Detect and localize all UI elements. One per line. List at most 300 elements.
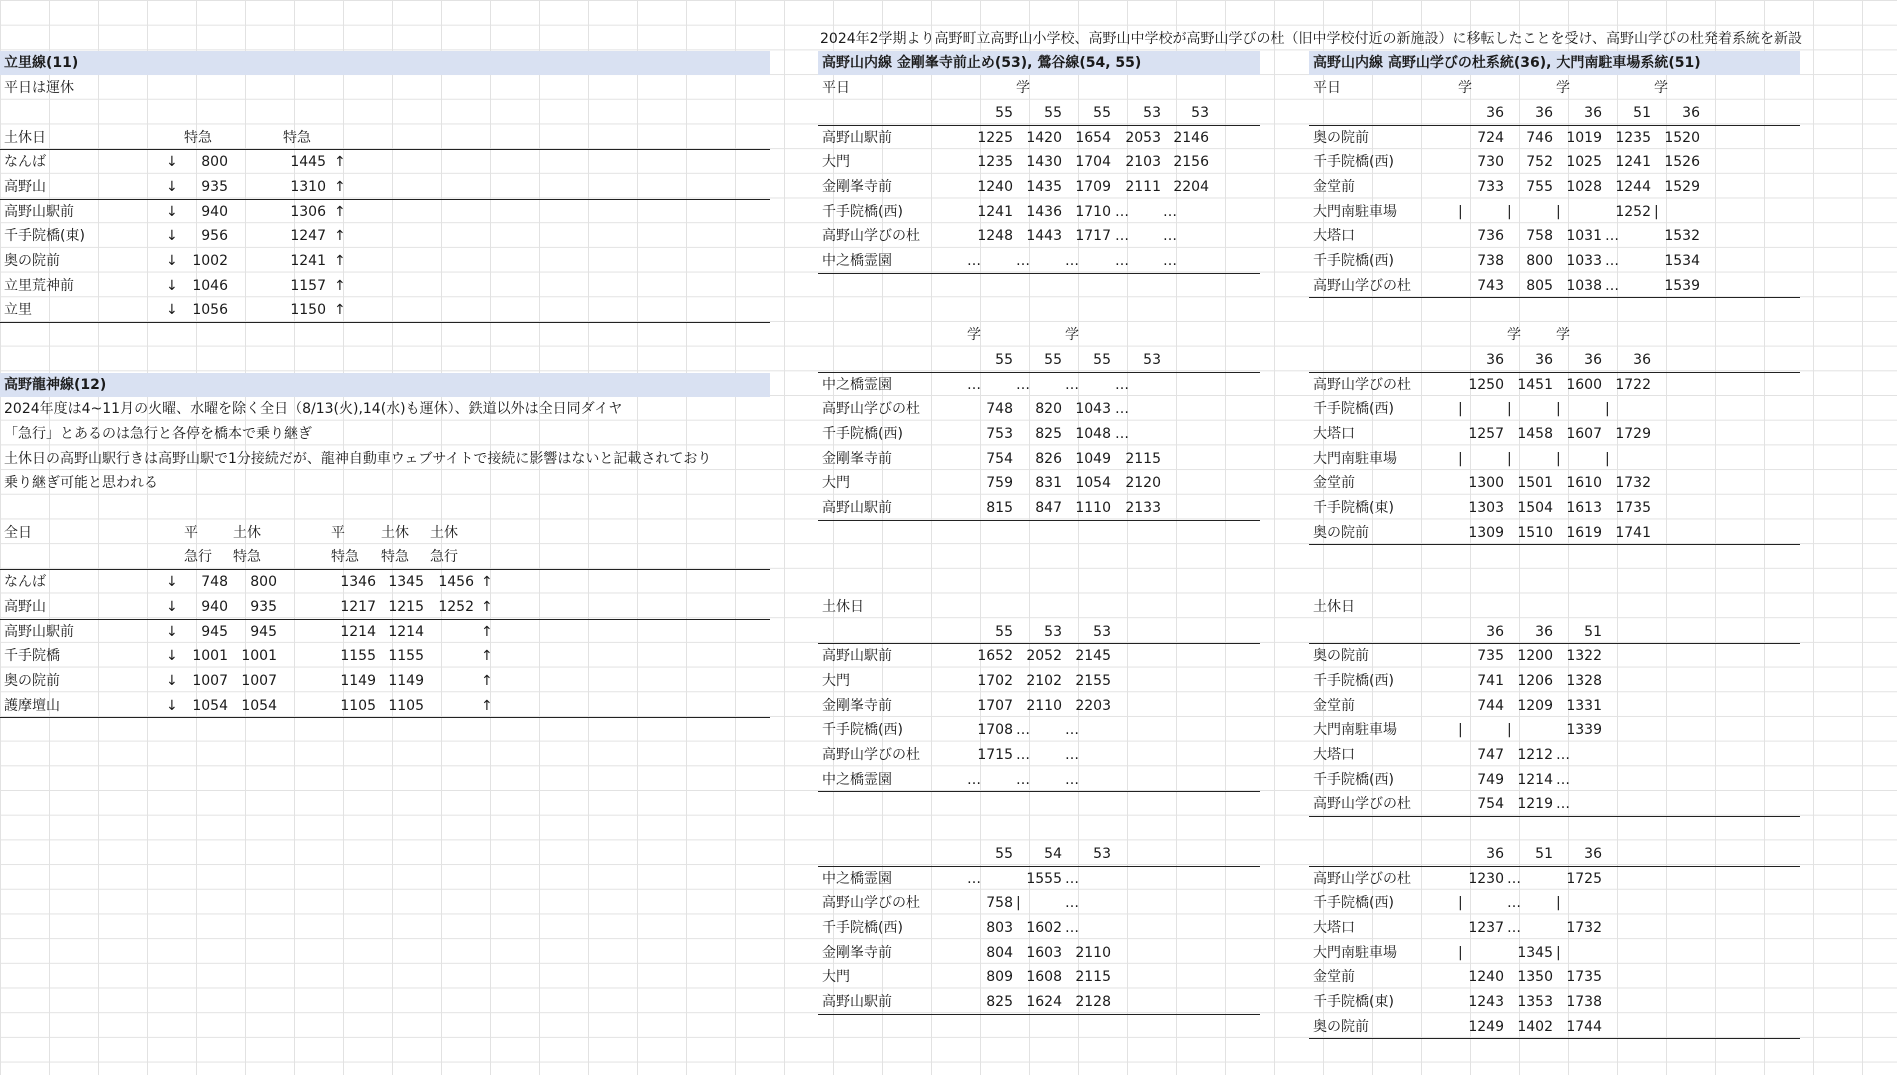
time-cell: 1610 — [1566, 475, 1602, 492]
stop-name: 千手院橋(西) — [1313, 154, 1394, 171]
stop-name: 金堂前 — [1313, 969, 1355, 986]
time-cell: 1534 — [1664, 253, 1700, 269]
time-cell: 2156 — [1173, 154, 1209, 171]
route-number: 51 — [1633, 104, 1651, 121]
time-cell: | — [1556, 944, 1561, 961]
time-cell: 1243 — [1468, 994, 1504, 1010]
column-header: 平 — [331, 524, 345, 541]
time-cell: 1048 — [1075, 425, 1111, 442]
rule-line — [1309, 544, 1800, 545]
time-cell: 754 — [1477, 796, 1504, 813]
stop-name: なんば — [4, 154, 46, 171]
down-arrow: ↓ — [166, 648, 178, 665]
column-header: 土休 — [233, 524, 261, 541]
time-cell: 800 — [1526, 253, 1553, 269]
time-cell: | — [1458, 722, 1463, 739]
time-cell: 1451 — [1517, 376, 1553, 393]
time-cell: 825 — [1035, 425, 1062, 442]
time-cell: 1206 — [1517, 672, 1553, 689]
time-cell: 2052 — [1026, 648, 1062, 665]
stop-name: 大門 — [822, 672, 850, 689]
time-cell: 1732 — [1615, 475, 1651, 492]
time-cell: 804 — [986, 944, 1013, 961]
down-arrow: ↓ — [166, 154, 178, 171]
time-cell: 758 — [986, 895, 1013, 912]
stop-name: 千手院橋(東) — [4, 228, 85, 245]
time-cell: 741 — [1477, 672, 1504, 689]
stop-name: 大塔口 — [1313, 919, 1355, 936]
time-cell: 935 — [201, 178, 228, 195]
stop-name: 千手院橋(西) — [1313, 895, 1394, 912]
stop-name: 大塔口 — [1313, 425, 1355, 442]
stop-name: 高野山学びの杜 — [822, 401, 920, 418]
stop-name: 金堂前 — [1313, 697, 1355, 714]
route-number: 36 — [1486, 623, 1504, 640]
stop-name: 千手院橋(東) — [1313, 994, 1394, 1010]
route-number: 36 — [1584, 104, 1602, 121]
stop-name: 大門南駐車場 — [1313, 944, 1397, 961]
time-cell: | — [1654, 203, 1659, 220]
down-arrow: ↓ — [166, 672, 178, 689]
route-number: 51 — [1584, 623, 1602, 640]
time-cell: 2146 — [1173, 129, 1209, 146]
time-cell: 1331 — [1566, 697, 1602, 714]
route-number: 55 — [1044, 104, 1062, 121]
stop-name: 奥の院前 — [1313, 524, 1369, 541]
time-cell: 1715 — [977, 747, 1013, 763]
time-cell: 1257 — [1468, 425, 1504, 442]
rule-line — [818, 791, 1260, 792]
time-cell: 1105 — [340, 697, 376, 714]
time-cell: 800 — [201, 154, 228, 171]
time-cell: 2204 — [1173, 178, 1209, 195]
section-title-right: 高野山内線 高野山学びの杜系統(36), 大門南駐車場系統(51) — [1309, 51, 1800, 75]
time-cell: 2203 — [1075, 697, 1111, 714]
stop-name: 千手院橋(西) — [1313, 672, 1394, 689]
column-header: 急行 — [184, 549, 212, 566]
stop-name: 大門南駐車場 — [1313, 203, 1397, 220]
time-cell: … — [1065, 376, 1079, 393]
route-number: 36 — [1535, 351, 1553, 368]
time-cell — [424, 644, 474, 668]
time-cell: 956 — [201, 228, 228, 245]
time-cell: … — [1163, 203, 1177, 220]
time-cell: … — [1115, 376, 1129, 393]
time-cell: 1702 — [977, 672, 1013, 689]
time-cell: 1241 — [1615, 154, 1651, 171]
time-cell: 815 — [986, 500, 1013, 516]
time-cell: 738 — [1477, 253, 1504, 269]
rule-line — [818, 1014, 1260, 1015]
time-cell: 1458 — [1517, 425, 1553, 442]
rule-line — [0, 199, 770, 200]
route-number: 53 — [1093, 623, 1111, 640]
time-cell: 1001 — [192, 648, 228, 665]
time-cell: 805 — [1526, 277, 1553, 294]
rule-line — [1309, 816, 1800, 817]
school-mark: 学 — [1458, 80, 1472, 97]
time-cell: 1709 — [1075, 178, 1111, 195]
table-label: 土休日 — [822, 598, 864, 615]
rule-line — [0, 717, 770, 718]
ryujin-note: 乗り継ぎ可能と思われる — [4, 475, 158, 492]
time-cell: 2103 — [1125, 154, 1161, 171]
time-cell: … — [1065, 919, 1079, 936]
stop-name: 千手院橋(西) — [822, 919, 903, 936]
route-number: 36 — [1535, 104, 1553, 121]
time-cell: 945 — [201, 623, 228, 640]
stop-name: 奥の院前 — [1313, 1018, 1369, 1035]
section-title-ryujin: 高野龍神線(12) — [0, 373, 770, 397]
time-cell: 1624 — [1026, 994, 1062, 1010]
time-cell: | — [1016, 895, 1021, 912]
route-number: 55 — [1093, 351, 1111, 368]
column-header: 特急 — [381, 549, 409, 566]
time-cell: 1741 — [1615, 524, 1651, 541]
time-cell — [424, 669, 474, 693]
time-cell: | — [1605, 401, 1610, 418]
time-cell: 820 — [1035, 401, 1062, 418]
time-cell: 847 — [1035, 500, 1062, 516]
time-cell: … — [1065, 253, 1079, 269]
time-cell: 1110 — [1075, 500, 1111, 516]
time-cell: 1310 — [290, 178, 326, 195]
time-cell: 1244 — [1615, 178, 1651, 195]
stop-name: 大塔口 — [1313, 747, 1355, 763]
time-cell: 1214 — [1517, 771, 1553, 788]
time-cell: … — [1163, 228, 1177, 245]
time-cell: 2145 — [1075, 648, 1111, 665]
down-arrow: ↓ — [166, 203, 178, 220]
time-cell: 803 — [986, 919, 1013, 936]
time-cell: 1345 — [1517, 944, 1553, 961]
time-cell: 1046 — [192, 277, 228, 294]
time-cell: 1054 — [1075, 475, 1111, 492]
time-cell: 1710 — [1075, 203, 1111, 220]
down-arrow: ↓ — [166, 277, 178, 294]
time-cell: 1054 — [192, 697, 228, 714]
time-cell: 1155 — [388, 648, 424, 665]
time-cell: 1214 — [388, 623, 424, 640]
time-cell: … — [1065, 722, 1079, 739]
time-cell: 1322 — [1566, 648, 1602, 665]
time-cell: 1704 — [1075, 154, 1111, 171]
time-cell: 1002 — [192, 253, 228, 269]
time-cell: 1708 — [977, 722, 1013, 739]
time-cell: 1149 — [340, 672, 376, 689]
time-cell: | — [1458, 401, 1463, 418]
stop-name: 高野山学びの杜 — [1313, 277, 1411, 294]
stop-name: 護摩壇山 — [4, 697, 60, 714]
stop-name: 高野山学びの杜 — [1313, 796, 1411, 813]
up-arrow: ↑ — [334, 154, 346, 171]
time-cell: 2115 — [1125, 450, 1161, 467]
time-cell: 743 — [1477, 277, 1504, 294]
time-cell: 1402 — [1517, 1018, 1553, 1035]
time-cell: 1209 — [1517, 697, 1553, 714]
school-mark: 学 — [1556, 327, 1570, 344]
time-cell: 1520 — [1664, 129, 1700, 146]
time-cell: 733 — [1477, 178, 1504, 195]
time-cell: 1600 — [1566, 376, 1602, 393]
time-cell: 1420 — [1026, 129, 1062, 146]
column-header: 特急 — [331, 549, 359, 566]
rule-line — [818, 520, 1260, 521]
stop-name: 金剛峯寺前 — [822, 450, 892, 467]
time-cell: 2110 — [1075, 944, 1111, 961]
down-arrow: ↓ — [166, 228, 178, 245]
route-number: 55 — [995, 623, 1013, 640]
time-cell: 1007 — [241, 672, 277, 689]
time-cell: 1056 — [192, 302, 228, 319]
route-number: 55 — [1093, 104, 1111, 121]
up-arrow: ↑ — [334, 253, 346, 269]
route-number: 55 — [995, 845, 1013, 862]
time-cell: 1028 — [1566, 178, 1602, 195]
time-cell: … — [967, 376, 981, 393]
stop-name: 大門 — [822, 475, 850, 492]
time-cell: | — [1507, 401, 1512, 418]
time-cell: 1435 — [1026, 178, 1062, 195]
time-cell: 1353 — [1517, 994, 1553, 1010]
stop-name: 千手院橋 — [4, 648, 60, 665]
time-cell: 746 — [1526, 129, 1553, 146]
stop-name: 奥の院前 — [4, 672, 60, 689]
down-arrow: ↓ — [166, 598, 178, 615]
time-cell: 1149 — [388, 672, 424, 689]
column-header: 特急 — [283, 129, 311, 146]
rule-line — [818, 273, 1260, 274]
stop-name: 金剛峯寺前 — [822, 178, 892, 195]
time-cell: 2133 — [1125, 500, 1161, 516]
time-cell: | — [1458, 203, 1463, 220]
time-cell: … — [1507, 870, 1521, 887]
school-mark: 学 — [1654, 80, 1668, 97]
time-cell: 1054 — [241, 697, 277, 714]
time-cell: 1654 — [1075, 129, 1111, 146]
time-cell: 1019 — [1566, 129, 1602, 146]
ryujin-note: 2024年度は4~11月の火曜、水曜を除く全日（8/13(火),14(水)も運休）、鉄道以外は全日同ダイヤ — [4, 401, 623, 418]
column-header: 全日 — [4, 524, 32, 541]
time-cell: 1157 — [290, 277, 326, 294]
time-cell: … — [1115, 228, 1129, 245]
time-cell: … — [1016, 722, 1030, 739]
time-cell: 1007 — [192, 672, 228, 689]
time-cell: 1155 — [340, 648, 376, 665]
time-cell: 730 — [1477, 154, 1504, 171]
time-cell: 2115 — [1075, 969, 1111, 986]
route-number: 36 — [1633, 351, 1651, 368]
column-header: 特急 — [184, 129, 212, 146]
time-cell: 759 — [986, 475, 1013, 492]
time-cell: 1504 — [1517, 500, 1553, 516]
time-cell: 1217 — [340, 598, 376, 615]
time-cell: 1105 — [388, 697, 424, 714]
school-mark: 学 — [1065, 327, 1079, 344]
time-cell: … — [1507, 895, 1521, 912]
route-number: 53 — [1093, 845, 1111, 862]
time-cell: 1303 — [1468, 500, 1504, 516]
time-cell: 1339 — [1566, 722, 1602, 739]
time-cell: 1501 — [1517, 475, 1553, 492]
stop-name: 大門南駐車場 — [1313, 450, 1397, 467]
stop-name: 高野山駅前 — [4, 203, 74, 220]
time-cell: 1744 — [1566, 1018, 1602, 1035]
stop-name: 中之橋霊園 — [822, 376, 892, 393]
time-cell: 1725 — [1566, 870, 1602, 887]
time-cell: 1732 — [1566, 919, 1602, 936]
time-cell — [424, 620, 474, 644]
time-cell: 2110 — [1026, 697, 1062, 714]
section-title-tateri: 立里線(11) — [0, 51, 770, 75]
time-cell: 1248 — [977, 228, 1013, 245]
stop-name: 高野山学びの杜 — [822, 228, 920, 245]
time-cell: 1033 — [1566, 253, 1602, 269]
time-cell: … — [1605, 253, 1619, 269]
time-cell: 1240 — [1468, 969, 1504, 986]
time-cell: 1722 — [1615, 376, 1651, 393]
time-cell: 1619 — [1566, 524, 1602, 541]
section-title-mid: 高野山内線 金剛峯寺前止め(53), 鶯谷線(54, 55) — [818, 51, 1260, 75]
stop-name: 千手院橋(西) — [1313, 253, 1394, 269]
stop-name: 大門 — [822, 154, 850, 171]
stop-name: 立里 — [4, 302, 32, 319]
time-cell: 1252 — [438, 598, 474, 615]
time-cell: | — [1605, 450, 1610, 467]
time-cell: 735 — [1477, 648, 1504, 665]
school-mark: 学 — [967, 327, 981, 344]
stop-name: 高野山駅前 — [822, 994, 892, 1010]
time-cell: 753 — [986, 425, 1013, 442]
time-cell: | — [1556, 203, 1561, 220]
up-arrow: ↑ — [334, 302, 346, 319]
stop-name: 千手院橋(東) — [1313, 500, 1394, 516]
time-cell: 1607 — [1566, 425, 1602, 442]
down-arrow: ↓ — [166, 178, 178, 195]
time-cell: 1613 — [1566, 500, 1602, 516]
stop-name: 高野山駅前 — [4, 623, 74, 640]
table-label: 平日 — [1313, 80, 1341, 97]
time-cell: … — [1065, 870, 1079, 887]
up-arrow: ↑ — [334, 228, 346, 245]
rule-line — [1309, 1038, 1800, 1039]
time-cell: 1707 — [977, 697, 1013, 714]
time-cell: … — [1556, 796, 1570, 813]
time-cell: 1212 — [1517, 747, 1553, 763]
tateri-note: 平日は運休 — [4, 80, 74, 97]
time-cell: 1345 — [388, 574, 424, 591]
time-cell: 1738 — [1566, 994, 1602, 1010]
route-number: 36 — [1535, 623, 1553, 640]
time-cell: 826 — [1035, 450, 1062, 467]
column-header: 土休日 — [4, 129, 46, 146]
top-notice: 2024年2学期より高野町立高野山小学校、高野山中学校が高野山学びの杜（旧中学校付近の新施設）に移転したことを受け、高野山学びの杜発着系統を新設 — [820, 30, 1802, 47]
time-cell: … — [1605, 277, 1619, 294]
time-cell: 1526 — [1664, 154, 1700, 171]
time-cell: | — [1556, 401, 1561, 418]
stop-name: 高野山 — [4, 178, 46, 195]
time-cell: | — [1458, 450, 1463, 467]
school-mark: 学 — [1016, 80, 1030, 97]
time-cell: … — [1163, 253, 1177, 269]
stop-name: 中之橋霊園 — [822, 870, 892, 887]
time-cell: 1350 — [1517, 969, 1553, 986]
stop-name: 奥の院前 — [4, 253, 60, 269]
time-cell: 1250 — [1468, 376, 1504, 393]
stop-name: 大門南駐車場 — [1313, 722, 1397, 739]
time-cell: … — [1065, 747, 1079, 763]
time-cell: 1306 — [290, 203, 326, 220]
time-cell: 1532 — [1664, 228, 1700, 245]
time-cell: 1510 — [1517, 524, 1553, 541]
school-mark: 学 — [1507, 327, 1521, 344]
time-cell: 1445 — [290, 154, 326, 171]
stop-name: 中之橋霊園 — [822, 253, 892, 269]
column-header: 特急 — [233, 549, 261, 566]
time-cell: … — [967, 771, 981, 788]
stop-name: 金堂前 — [1313, 178, 1355, 195]
route-number: 53 — [1143, 351, 1161, 368]
time-cell: 755 — [1526, 178, 1553, 195]
time-cell: 1225 — [977, 129, 1013, 146]
stop-name: 千手院橋(西) — [1313, 401, 1394, 418]
time-cell: 752 — [1526, 154, 1553, 171]
time-cell: 1346 — [340, 574, 376, 591]
stop-name: 高野山学びの杜 — [1313, 376, 1411, 393]
time-cell: … — [1065, 895, 1079, 912]
time-cell: 2053 — [1125, 129, 1161, 146]
time-cell: 1249 — [1468, 1018, 1504, 1035]
time-cell: 1240 — [977, 178, 1013, 195]
time-cell: 754 — [986, 450, 1013, 467]
time-cell: 1717 — [1075, 228, 1111, 245]
time-cell: 1328 — [1566, 672, 1602, 689]
stop-name: 千手院橋(西) — [822, 425, 903, 442]
time-cell: 1215 — [388, 598, 424, 615]
time-cell: 736 — [1477, 228, 1504, 245]
time-cell: 1436 — [1026, 203, 1062, 220]
time-cell: 940 — [201, 203, 228, 220]
rule-line — [0, 149, 770, 150]
stop-name: 千手院橋(西) — [822, 722, 903, 739]
route-number: 53 — [1044, 623, 1062, 640]
route-number: 36 — [1486, 845, 1504, 862]
route-number: 36 — [1486, 351, 1504, 368]
up-arrow: ↑ — [334, 277, 346, 294]
stop-name: 高野山駅前 — [822, 648, 892, 665]
column-header: 土休 — [381, 524, 409, 541]
column-header: 土休 — [430, 524, 458, 541]
stop-name: 千手院橋(西) — [822, 203, 903, 220]
time-cell: 1603 — [1026, 944, 1062, 961]
stop-name: 高野山学びの杜 — [822, 747, 920, 763]
stop-name: 高野山 — [4, 598, 46, 615]
up-arrow: ↑ — [334, 203, 346, 220]
time-cell: 2120 — [1125, 475, 1161, 492]
route-number: 55 — [1044, 351, 1062, 368]
route-number: 36 — [1584, 845, 1602, 862]
time-cell: 1555 — [1026, 870, 1062, 887]
route-number: 53 — [1143, 104, 1161, 121]
time-cell: … — [967, 870, 981, 887]
up-arrow: ↑ — [481, 623, 493, 640]
time-cell: … — [1016, 253, 1030, 269]
time-cell: 831 — [1035, 475, 1062, 492]
up-arrow: ↑ — [481, 574, 493, 591]
time-cell: … — [1016, 376, 1030, 393]
time-cell: 1247 — [290, 228, 326, 245]
stop-name: 金剛峯寺前 — [822, 697, 892, 714]
